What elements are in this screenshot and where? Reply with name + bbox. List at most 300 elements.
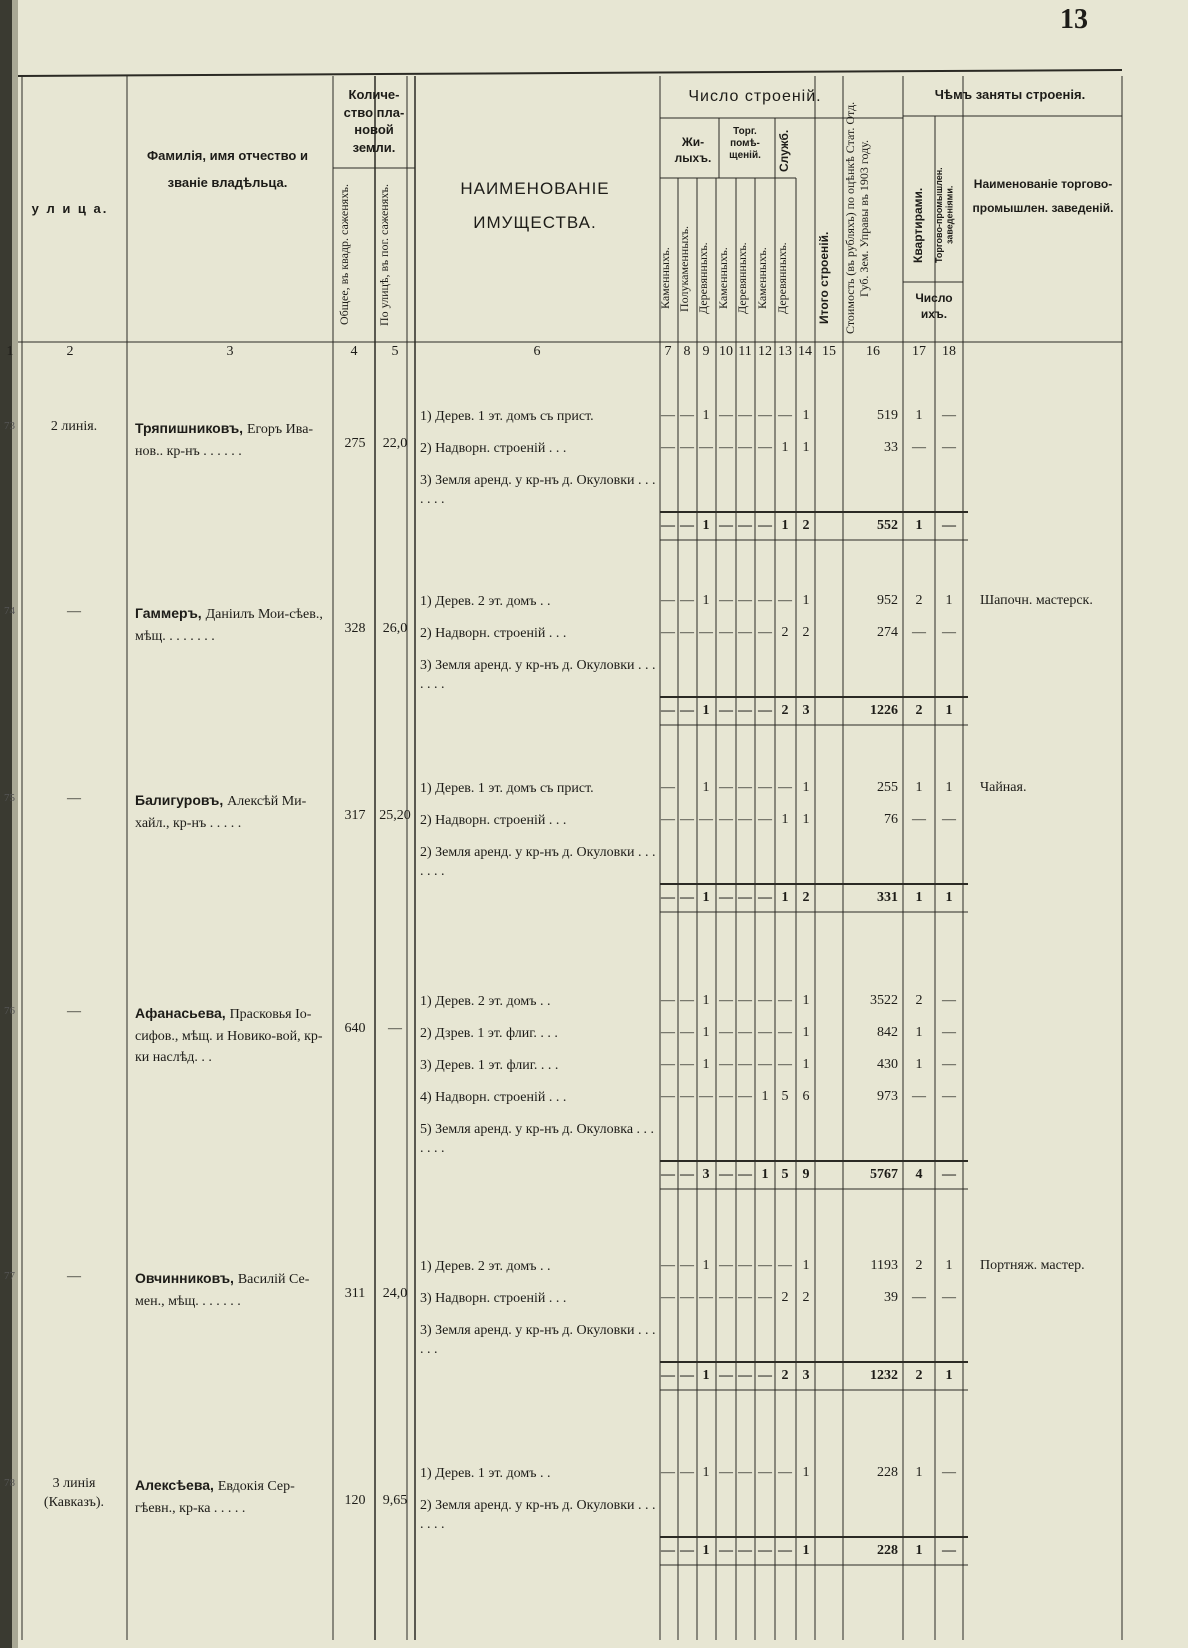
header-owner: Фамилія, имя отчество и званіе владѣльца. [147,148,308,191]
cost-cell: 76 [884,812,898,827]
subtotal-count-cell: — [719,518,733,533]
property-item: 1) Дерев. 2 эт. домъ . . [420,1259,551,1274]
building-count-cell: 1 [702,408,710,423]
subtotal-buildings-cell: 3 [802,703,810,718]
building-count-cell: — [738,1258,752,1273]
trade-count-cell: — [942,1465,956,1480]
building-count-cell: — [680,1057,694,1072]
subtotal-count-cell: — [719,1368,733,1383]
building-count-cell: 1 [702,780,710,795]
subtotal-cost-cell: 1226 [870,703,898,718]
trade-establishment-name: Портняж. мастер. [980,1258,1085,1273]
building-count-cell: — [758,1465,772,1480]
header-col10-stone: Каменныхъ. [716,247,730,309]
subtotal-buildings-cell: 3 [802,1368,810,1383]
header-total-buildings: Итого строеній. [817,231,831,325]
property-item: 1) Дерев. 2 эт. домъ . . [420,994,551,1009]
building-count-cell: — [738,408,752,423]
total-buildings-cell: 1 [802,780,810,795]
subtotal-count-cell: 1 [702,703,710,718]
header-trade-establishments: Торгово-промышлен. заведеніями. [934,167,955,263]
subtotal-count-cell: — [738,1543,752,1558]
building-count-cell: — [661,780,675,795]
header-trade-name: Наименованіе торгово-промышлен. заведеній. [972,177,1114,215]
cost-cell: 519 [877,408,898,423]
total-buildings-cell: 1 [802,408,810,423]
top-rule [18,70,1122,76]
building-count-cell: — [738,812,752,827]
header-service: Служб. [777,129,791,173]
property-item: 1) Дерев. 1 эт. домъ съ прист. [420,409,594,424]
column-number: 14 [798,344,812,359]
building-count-cell: — [719,408,733,423]
subtotal-count-cell: — [738,890,752,905]
owner-details: Алексѣй Ми-хайл., кр-нъ . . . . . [135,794,307,831]
header-street: у л и ц а. [31,201,109,216]
subtotal-apartments-cell: 2 [915,703,923,718]
building-count-cell: — [661,1025,675,1040]
building-count-cell: — [758,1258,772,1273]
subtotal-count-cell: — [661,1543,675,1558]
owner-name [135,1268,327,1312]
building-count-cell: — [661,993,675,1008]
total-buildings-cell: 1 [802,1258,810,1273]
building-count-cell: 1 [702,993,710,1008]
subtotal-count-cell: 1 [781,890,789,905]
building-count-cell: — [719,1057,733,1072]
owner-name [135,1003,327,1069]
apartments-cell: 1 [915,1465,923,1480]
apartments-cell: 2 [915,593,923,608]
cost-cell: 952 [877,593,898,608]
subtotal-count-cell: — [719,890,733,905]
subtotal-count-cell: — [719,1543,733,1558]
building-count-cell: — [661,408,675,423]
building-count-cell: — [680,408,694,423]
header-col13-wooden: Деревянныхъ. [775,242,789,314]
property-item: 1) Дерев. 2 эт. домъ . . [420,594,551,609]
street-name: — [67,1269,81,1284]
property-item: 3) Земля аренд. у кр-нъ д. Окуловки . . . . . . [420,1323,656,1357]
trade-count-cell: — [942,1290,956,1305]
building-count-cell: — [680,1089,694,1104]
header-cost: Стоимость (въ рубляхъ) по оцѣнкѣ Стат. Отд. Губ. Зем. Управы въ 1903 году. [843,101,871,335]
owner-surname: Гаммеръ, [135,605,206,621]
header-residential: Жи-лыхъ. [674,135,712,166]
building-count-cell: 1 [702,1258,710,1273]
total-buildings-cell: 1 [802,440,810,455]
subtotal-count-cell: — [738,518,752,533]
land-area: 311 [344,1286,366,1301]
subtotal-count-cell: — [738,1167,752,1182]
apartments-cell: 1 [915,408,923,423]
building-count-cell: — [699,1290,713,1305]
owner-name [135,790,327,834]
row-index: 73 [4,420,15,432]
building-count-cell: — [661,1258,675,1273]
building-count-cell: — [719,1258,733,1273]
building-count-cell: — [738,1089,752,1104]
subtotal-count-cell: — [661,518,675,533]
subtotal-count-cell: 1 [702,1368,710,1383]
column-number: 5 [391,344,399,359]
trade-count-cell: 1 [945,593,953,608]
owner-surname: Тряпишниковъ, [135,420,247,436]
cost-cell: 255 [877,780,898,795]
building-count-cell: — [758,1057,772,1072]
subtotal-count-cell: — [680,1167,694,1182]
building-count-cell: — [778,1258,792,1273]
building-count-cell: — [719,1089,733,1104]
column-number: 10 [719,344,733,359]
property-item: 4) Надворн. строеній . . . [420,1090,567,1105]
apartments-cell: — [912,1290,926,1305]
total-buildings-cell: 1 [802,1057,810,1072]
subtotal-count-cell: 1 [781,518,789,533]
building-count-cell: — [661,1290,675,1305]
subtotal-count-cell: — [661,1368,675,1383]
building-count-cell: — [661,1465,675,1480]
total-buildings-cell: 6 [802,1089,810,1104]
building-count-cell: 1 [781,440,789,455]
subtotal-count-cell: — [661,703,675,718]
subtotal-count-cell: 2 [781,1368,789,1383]
subtotal-buildings-cell: 2 [802,518,810,533]
total-buildings-cell: 2 [802,1290,810,1305]
property-item: 2) Земля аренд. у кр-нъ д. Окуловки . . . . . . . [420,845,656,879]
building-count-cell: — [778,1057,792,1072]
subtotal-count-cell: — [758,1543,772,1558]
land-frontage: 25,20 [379,808,411,823]
column-number: 13 [778,344,792,359]
subtotal-count-cell: — [680,1543,694,1558]
building-count-cell: 2 [781,1290,789,1305]
header-buildings-count: Число строеній. [688,88,822,105]
cost-cell: 39 [884,1290,898,1305]
subtotal-cost-cell: 5767 [870,1167,898,1182]
trade-count-cell: 1 [945,780,953,795]
cost-cell: 430 [877,1057,898,1072]
header-land-total: Общее, въ квадр. саженяхъ. [337,184,351,326]
subtotal-count-cell: — [680,518,694,533]
trade-count-cell: — [942,812,956,827]
cost-cell: 3522 [870,993,898,1008]
building-count-cell: — [699,1089,713,1104]
building-count-cell: — [778,1465,792,1480]
owner-surname: Алексѣева, [135,1477,218,1493]
building-count-cell: — [680,1465,694,1480]
apartments-cell: 2 [915,993,923,1008]
column-number: 6 [533,344,541,359]
street-name: — [67,604,81,619]
owner-details: Василій Се-мен., мѣщ. . . . . . . [135,1272,310,1309]
trade-count-cell: — [942,440,956,455]
building-count-cell: — [758,812,772,827]
building-count-cell: — [778,780,792,795]
header-col11-wooden: Деревянныхъ. [735,242,749,314]
building-count-cell: 5 [781,1089,789,1104]
owner-name [135,418,327,462]
building-count-cell: — [778,593,792,608]
building-count-cell: 1 [781,812,789,827]
building-count-cell: — [661,625,675,640]
subtotal-buildings-cell: 9 [802,1167,810,1182]
building-count-cell: — [738,780,752,795]
trade-establishment-name: Чайная. [980,780,1027,795]
subtotal-trade-cell: 1 [945,1368,953,1383]
building-count-cell: — [680,1290,694,1305]
building-count-cell: — [680,625,694,640]
building-count-cell: — [719,1465,733,1480]
building-count-cell: — [719,812,733,827]
land-area: 328 [344,621,366,636]
building-count-cell: — [758,1290,772,1305]
header-col12-stone: Каменныхъ. [755,247,769,309]
apartments-cell: 1 [915,780,923,795]
building-count-cell: — [738,1057,752,1072]
apartments-cell: — [912,1089,926,1104]
owner-surname: Балигуровъ, [135,792,228,808]
subtotal-count-cell: — [661,1167,675,1182]
subtotal-count-cell: — [758,703,772,718]
property-item: 3) Земля аренд. у кр-нъ д. Окуловки . . . . . . . [420,473,656,507]
land-area: 640 [344,1021,366,1036]
building-count-cell: — [719,1290,733,1305]
column-number: 7 [664,344,672,359]
subtotal-apartments-cell: 1 [915,518,923,533]
subtotal-apartments-cell: 2 [915,1368,923,1383]
building-count-cell: — [758,1025,772,1040]
building-count-cell: — [719,780,733,795]
apartments-cell: 2 [915,1258,923,1273]
column-number: 8 [683,344,691,359]
land-area: 120 [344,1493,366,1508]
header-trade-premises: Торг. помѣ-щеній. [729,126,761,161]
building-count-cell: — [719,440,733,455]
apartments-cell: — [912,440,926,455]
building-count-cell: — [719,1025,733,1040]
property-item: 1) Дерев. 1 эт. домъ . . [420,1466,551,1481]
total-buildings-cell: 2 [802,625,810,640]
owner-details: Егоръ Ива-нов.. кр-нъ . . . . . . [135,422,314,459]
subtotal-cost-cell: 228 [877,1543,898,1558]
building-count-cell: — [778,993,792,1008]
subtotal-cost-cell: 1232 [870,1368,898,1383]
subtotal-trade-cell: — [942,1167,956,1182]
header-land-qty: Количе-ство пла-новой земли. [343,87,405,155]
building-count-cell: — [738,440,752,455]
building-count-cell: — [738,1290,752,1305]
building-count-cell: — [738,1025,752,1040]
property-item: 2) Надворн. строеній . . . [420,626,567,641]
building-count-cell: — [738,993,752,1008]
total-buildings-cell: 1 [802,812,810,827]
subtotal-count-cell: — [758,890,772,905]
building-count-cell: — [719,593,733,608]
land-frontage: 26,0 [382,621,408,636]
building-count-cell: — [758,993,772,1008]
owner-surname: Афанасьева, [135,1005,230,1021]
building-count-cell: 1 [702,593,710,608]
street-name: 2 линія. [50,419,98,434]
header-occupied: Чѣмъ заняты строенія. [934,87,1086,102]
subtotal-count-cell: 1 [702,1543,710,1558]
column-number: 17 [912,344,926,359]
property-item: 1) Дерев. 1 эт. домъ съ прист. [420,781,594,796]
subtotal-count-cell: — [680,1368,694,1383]
cost-cell: 274 [877,625,898,640]
cost-cell: 842 [877,1025,898,1040]
subtotal-count-cell: 1 [702,518,710,533]
subtotal-apartments-cell: 1 [915,1543,923,1558]
land-area: 317 [344,808,366,823]
subtotal-count-cell: — [778,1543,792,1558]
property-item: 3) Надворн. строеній . . . [420,1291,567,1306]
building-count-cell: — [661,812,675,827]
subtotal-count-cell: — [719,1167,733,1182]
apartments-cell: 1 [915,1025,923,1040]
building-count-cell: — [719,993,733,1008]
property-item: 2) Надворн. строеній . . . [420,813,567,828]
building-count-cell: — [778,1025,792,1040]
owner-name [135,1475,327,1519]
total-buildings-cell: 1 [802,1465,810,1480]
subtotal-count-cell: 5 [781,1167,789,1182]
building-count-cell: — [661,1057,675,1072]
building-count-cell: — [758,593,772,608]
column-number: 4 [350,344,358,359]
land-frontage: — [388,1021,402,1036]
property-item: 3) Дерев. 1 эт. флиг. . . . [420,1058,559,1073]
total-buildings-cell: 1 [802,1025,810,1040]
building-count-cell: — [758,780,772,795]
subtotal-count-cell: 2 [781,703,789,718]
building-count-cell: — [680,812,694,827]
row-index: 77 [4,1270,15,1282]
building-count-cell: — [758,625,772,640]
column-number: 16 [866,344,880,359]
header-apartments: Квартирами. [911,187,925,263]
row-index: 74 [4,605,15,617]
subtotal-trade-cell: 1 [945,890,953,905]
header-their-number: Число ихъ. [915,291,953,322]
owner-details: Даніилъ Мои-сѣев., мѣщ. . . . . . . . [135,607,323,644]
page-number: 13 [1060,4,1088,35]
trade-count-cell: — [942,408,956,423]
building-count-cell: — [680,1025,694,1040]
trade-count-cell: — [942,993,956,1008]
subtotal-apartments-cell: 1 [915,890,923,905]
cost-cell: 228 [877,1465,898,1480]
building-count-cell: 1 [702,1057,710,1072]
trade-establishment-name: Шапочн. мастерск. [980,593,1093,608]
column-number: 11 [738,344,752,359]
header-land-street: По улицѣ, въ пог. саженяхъ. [377,184,391,326]
building-count-cell: — [661,593,675,608]
apartments-cell: — [912,812,926,827]
building-count-cell: — [680,993,694,1008]
property-item: 2) Дзрев. 1 эт. флиг. . . . [420,1026,558,1041]
property-item: 2) Надворн. строеній . . . [420,441,567,456]
building-count-cell: — [758,440,772,455]
subtotal-cost-cell: 552 [877,518,898,533]
column-number: 2 [66,344,74,359]
subtotal-count-cell: 1 [761,1167,769,1182]
trade-count-cell: — [942,625,956,640]
trade-count-cell: 1 [945,1258,953,1273]
column-number: 12 [758,344,772,359]
subtotal-buildings-cell: 1 [802,1543,810,1558]
property-item: 2) Земля аренд. у кр-нъ д. Окуловки . . . . . . . [420,1498,656,1532]
owner-details: Прасковья Іо-сифов., мѣщ. и Новико-вой, кр-ки наслѣд. . . [135,1007,323,1066]
building-count-cell: — [738,593,752,608]
subtotal-count-cell: — [680,703,694,718]
subtotal-trade-cell: — [942,518,956,533]
cost-cell: 1193 [870,1258,898,1273]
header-col7-stone: Каменныхъ. [658,247,672,309]
subtotal-count-cell: — [680,890,694,905]
apartments-cell: 1 [915,1057,923,1072]
land-frontage: 9,65 [382,1493,408,1508]
total-buildings-cell: 1 [802,593,810,608]
subtotal-trade-cell: 1 [945,703,953,718]
street-name: 3 линія (Кавказъ). [43,1476,105,1510]
subtotal-buildings-cell: 2 [802,890,810,905]
building-count-cell: — [699,440,713,455]
subtotal-cost-cell: 331 [877,890,898,905]
land-area: 275 [344,436,366,451]
subtotal-count-cell: 3 [702,1167,710,1182]
row-index: 76 [4,1005,15,1017]
building-count-cell: — [680,593,694,608]
header-col8-halfstone: Полукаменныхъ. [677,225,691,313]
header-property-name: НАИМЕНОВАНІЕ ИМУЩЕСТВА. [460,179,610,232]
building-count-cell: — [661,440,675,455]
building-count-cell: 1 [761,1089,769,1104]
apartments-cell: — [912,625,926,640]
total-buildings-cell: 1 [802,993,810,1008]
column-number: 15 [822,344,836,359]
building-count-cell: 1 [702,1465,710,1480]
column-number: 9 [702,344,710,359]
property-item: 3) Земля аренд. у кр-нъ д. Окуловки . . . . . . . [420,658,656,692]
building-count-cell: — [680,1258,694,1273]
building-count-cell: 1 [702,1025,710,1040]
building-count-cell: — [699,812,713,827]
building-count-cell: — [680,440,694,455]
land-frontage: 24,0 [382,1286,408,1301]
building-count-cell: — [719,625,733,640]
trade-count-cell: — [942,1057,956,1072]
subtotal-count-cell: — [758,1368,772,1383]
row-index: 78 [4,1477,15,1489]
column-number: 3 [226,344,234,359]
column-number: 1 [6,344,14,359]
subtotal-count-cell: — [719,703,733,718]
subtotal-count-cell: — [758,518,772,533]
subtotal-trade-cell: — [942,1543,956,1558]
trade-count-cell: — [942,1089,956,1104]
building-count-cell: — [758,408,772,423]
cost-cell: 33 [884,440,898,455]
property-item: 5) Земля аренд. у кр-нъ д. Окуловка . . . . . . . [420,1122,655,1156]
owner-details: Евдокія Сер-гѣевн., кр-ка . . . . . [135,1479,295,1516]
building-count-cell: — [699,625,713,640]
subtotal-count-cell: 1 [702,890,710,905]
trade-count-cell: — [942,1025,956,1040]
subtotal-count-cell: — [738,1368,752,1383]
owner-surname: Овчинниковъ, [135,1270,238,1286]
